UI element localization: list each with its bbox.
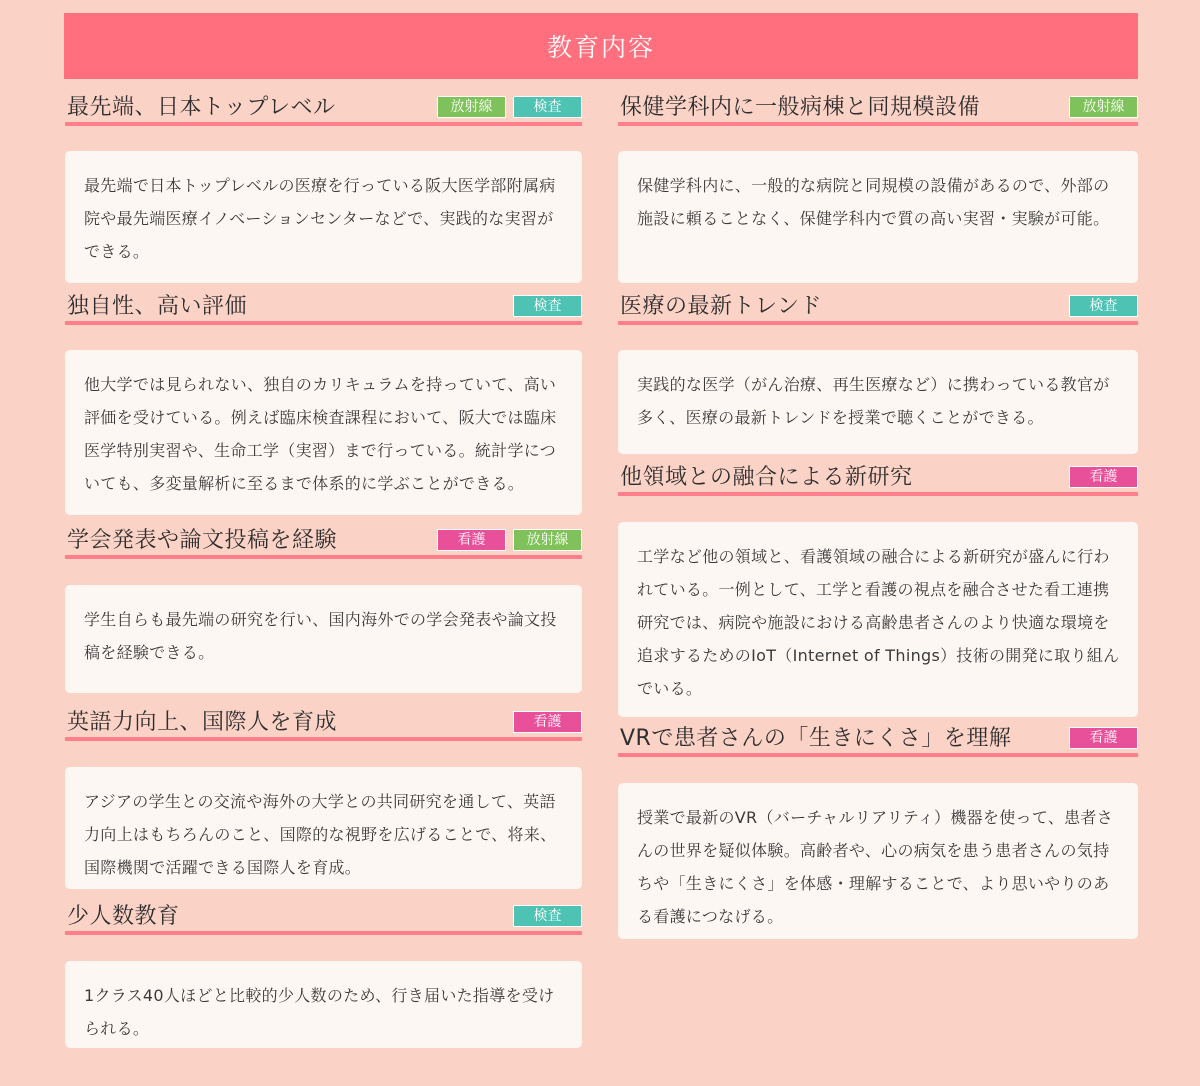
- section-heading: [618, 452, 1138, 496]
- tag-list: [1069, 727, 1138, 749]
- page-header: [64, 13, 1138, 79]
- section-card: [65, 350, 582, 515]
- section-body: 工学など他の領域と、看護領域の融合による新研究が盛んに行われている。一例として、工学と看護の視点を融合させた看工連携研究では、病院や施設における高齢患者さんのより快適な環境を追求するためのIoT（Internet of Things）技術の開発に取り組んでいる。: [637, 547, 1120, 698]
- tag-nursing: 看護: [437, 529, 506, 551]
- section-heading: [618, 713, 1138, 757]
- section-body: 学生自らも最先端の研究を行い、国内海外での学会発表や論文投稿を経験できる。: [84, 610, 557, 662]
- section-small-class: [65, 891, 582, 1038]
- section-title: 学会発表や論文投稿を経験: [67, 528, 338, 553]
- section-title: 英語力向上、国際人を育成: [67, 710, 338, 735]
- tag-radiology: 放射線: [1069, 96, 1138, 118]
- section-title: 少人数教育: [67, 904, 180, 929]
- section-heading: [65, 891, 582, 935]
- section-title: 保健学科内に一般病棟と同規模設備: [620, 95, 981, 120]
- section-title: 独自性、高い評価: [67, 294, 248, 319]
- tag-nursing: 看護: [1069, 727, 1138, 749]
- section-card: [65, 585, 582, 693]
- section-top-level: [65, 82, 582, 261]
- section-conference: [65, 515, 582, 662]
- tag-nursing: 看護: [513, 711, 582, 733]
- section-heading: [65, 281, 582, 325]
- tag-list: [1069, 295, 1138, 317]
- section-heading: [65, 515, 582, 559]
- tag-lab: 検査: [1069, 295, 1138, 317]
- section-body: アジアの学生との交流や海外の大学との共同研究を通して、英語力向上はもちろんのこと、国際的な視野を広げることで、将来、国際機関で活躍できる国際人を育成。: [84, 792, 557, 877]
- tag-list: [513, 295, 582, 317]
- tag-list: [437, 96, 582, 118]
- section-originality: [65, 281, 582, 493]
- tag-radiology: 放射線: [513, 529, 582, 551]
- tag-list: [1069, 466, 1138, 488]
- tag-radiology: 放射線: [437, 96, 506, 118]
- section-card: [65, 767, 582, 889]
- section-body: 1クラス40人ほどと比較的少人数のため、行き届いた指導を受けられる。: [84, 986, 555, 1038]
- section-card: [618, 350, 1138, 454]
- section-english: [65, 697, 582, 877]
- section-title: 医療の最新トレンド: [620, 294, 822, 319]
- section-title: 他領域との融合による新研究: [620, 465, 913, 490]
- section-card: [618, 522, 1138, 717]
- tag-list: [513, 905, 582, 927]
- section-card: [618, 151, 1138, 283]
- section-card: [65, 961, 582, 1048]
- section-heading: [618, 82, 1138, 126]
- section-card: [618, 783, 1138, 939]
- section-card: [65, 151, 582, 283]
- section-heading: [618, 281, 1138, 325]
- section-body: 実践的な医学（がん治療、再生医療など）に携わっている教官が多く、医療の最新トレンドを授業で聴くことができる。: [637, 375, 1110, 427]
- section-medical-trends: [618, 281, 1138, 427]
- section-vr: [618, 713, 1138, 926]
- section-body: 最先端で日本トップレベルの医療を行っている阪大医学部附属病院や最先端医療イノベーションセンターなどで、実践的な実習ができる。: [84, 176, 556, 261]
- section-body: 他大学では見られない、独自のカリキュラムを持っていて、高い評価を受けている。例えば臨床検査課程において、阪大では臨床医学特別実習や、生命工学（実習）まで行っている。統計学についても、多変量解析に至るまで体系的に学ぶことができる。: [84, 375, 557, 493]
- section-new-research: [618, 452, 1138, 698]
- tag-lab: 検査: [513, 905, 582, 927]
- tag-list: [513, 711, 582, 733]
- tag-list: [437, 529, 582, 551]
- section-facilities: [618, 82, 1138, 228]
- tag-lab: 検査: [513, 96, 582, 118]
- page-title: 教育内容: [546, 33, 655, 62]
- tag-nursing: 看護: [1069, 466, 1138, 488]
- tag-lab: 検査: [513, 295, 582, 317]
- section-body: 授業で最新のVR（バーチャルリアリティ）機器を使って、患者さんの世界を疑似体験。高齢者や、心の病気を患う患者さんの気持ちや「生きにくさ」を体感・理解することで、より思いやりのある看護につなげる。: [637, 808, 1114, 926]
- section-title: 最先端、日本トップレベル: [67, 95, 336, 120]
- tag-list: [1069, 96, 1138, 118]
- section-title: VRで患者さんの「生きにくさ」を理解: [620, 726, 1012, 751]
- section-body: 保健学科内に、一般的な病院と同規模の設備があるので、外部の施設に頼ることなく、保健学科内で質の高い実習・実験が可能。: [637, 176, 1110, 228]
- section-heading: [65, 697, 582, 741]
- section-heading: [65, 82, 582, 126]
